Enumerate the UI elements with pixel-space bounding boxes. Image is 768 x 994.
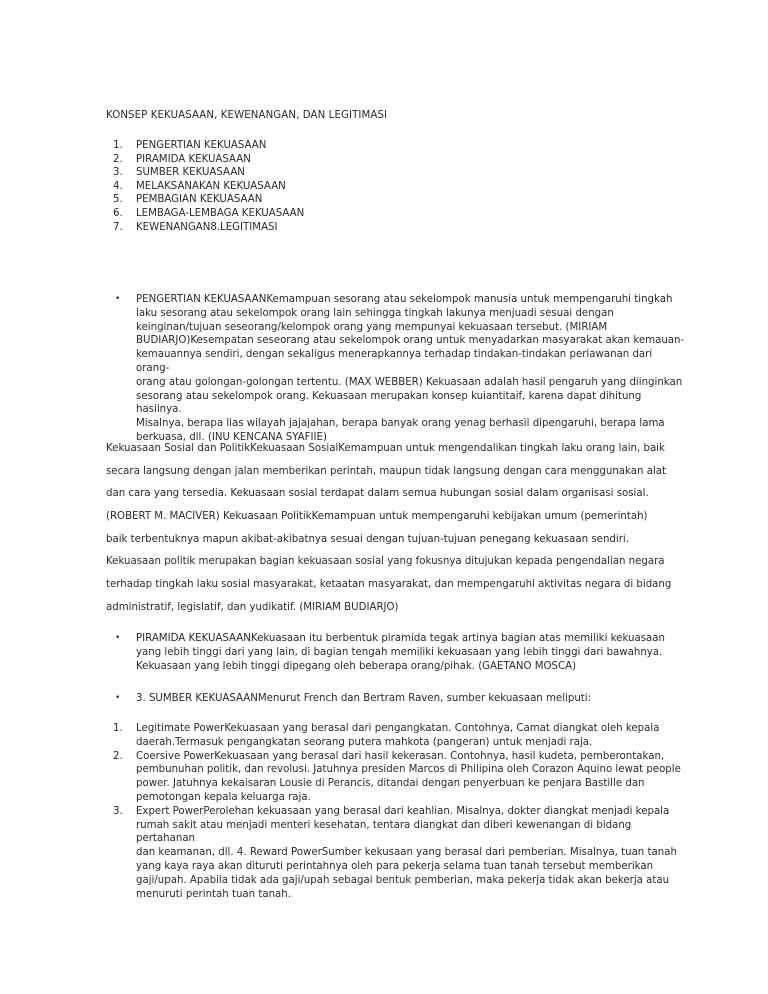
- bullet-marker: •: [115, 633, 121, 643]
- prose-line: (ROBERT M. MACIVER) Kekuasaan PolitikKemampuan untuk mempengaruhi kebijakan umum (pemerintah): [106, 511, 648, 523]
- toc-label: PENGERTIAN KEKUASAAN: [136, 140, 267, 151]
- toc-label: LEMBAGA-LEMBAGA KEKUASAAN: [136, 207, 305, 219]
- toc-item: [106, 166, 304, 180]
- prose-section: [106, 442, 686, 624]
- toc-number: 1.: [113, 140, 123, 151]
- toc-number: 5.: [113, 194, 123, 206]
- bullet-sumber: [106, 692, 686, 706]
- toc-label: KEWENANGAN8.LEGITIMASI: [136, 221, 278, 233]
- toc-item: [106, 139, 304, 153]
- toc-item: [106, 207, 304, 221]
- list-text: Legitimate PowerKekuasaan yang berasal dari pengangkatan. Contohnya, Camat diangkat oleh kepala daerah.Termasuk pengangkatan seorang putera mahkota (pangeran) untuk menjadi raja.: [136, 723, 660, 748]
- prose-line: Kekuasaan politik merupakan bagian kekuasaan sosial yang fokusnya ditujukan kepada pengendalian negara: [106, 556, 665, 568]
- toc-item: [106, 221, 304, 235]
- sources-list: [106, 722, 686, 901]
- bullet-marker: •: [115, 294, 121, 304]
- prose-line: administratif, legislatif, dan yudikatif. (MIRIAM BUDIARJO): [106, 601, 399, 613]
- prose-line: Kekuasaan Sosial dan PolitikKekuasaan SosialKemampuan untuk mengendalikan tingkah laku orang lain, baik: [106, 443, 665, 454]
- toc-label: PIRAMIDA KEKUASAAN: [136, 153, 251, 165]
- document-title: KONSEP KEKUASAAN, KEWENANGAN, DAN LEGITIMASI: [106, 110, 388, 121]
- list-item: [106, 722, 686, 750]
- toc-item: [106, 180, 304, 194]
- list-number: 1.: [113, 723, 123, 734]
- toc-number: 4.: [113, 180, 123, 192]
- toc-item: [106, 193, 304, 207]
- prose-line: secara langsung dengan jalan memberikan perintah, maupun tidak langsung dengan cara menggunakan alat: [106, 465, 667, 477]
- bullet-piramida: [106, 632, 686, 673]
- bullet-text: PIRAMIDA KEKUASAANKekuasaan itu berbentuk piramida tegak artinya bagian atas memiliki kekuasaan yang lebih tinggi dari yang lain, di bagian tengah memiliki kekuasaan yang lebih tinggi dari bawahnya. Kekuasaan yang lebih tinggi dipegang oleh beberapa orang/pihak. (GAETANO MOSCA): [136, 633, 665, 672]
- list-number: 2.: [113, 750, 123, 762]
- prose-line: terhadap tingkah laku sosial masyarakat, ketaatan masyarakat, dan mempengaruhi aktivitas negara di bidang: [106, 579, 672, 591]
- list-item: [106, 805, 686, 902]
- bullet-pengertian: [106, 293, 686, 445]
- toc-number: 2.: [113, 153, 123, 165]
- toc-number: 7.: [113, 221, 123, 233]
- toc-number: 6.: [113, 207, 123, 219]
- list-text: Coersive PowerKekuasaan yang berasal dari hasil kekerasan. Contohnya, hasil kudeta, pemberontakan, pembunuhan politik, dan revolusi. Jatuhnya presiden Marcos di Philipina oleh Corazon Aquino lewat people power. Jatuhnya kekaisaran Lousie di Perancis, ditandai dengan penyerbuan ke penjara Bastille dan pemotongan kepala keluarga raja.: [136, 750, 681, 803]
- toc-item: [106, 153, 304, 167]
- prose-line: baik terbentuknya mapun akibat-akibatnya sesuai dengan tujuan-tujuan penegang kekuasaan sendiri.: [106, 533, 629, 545]
- toc-number: 3.: [113, 167, 123, 179]
- list-number: 3.: [113, 805, 123, 817]
- toc-label: SUMBER KEKUASAAN: [136, 167, 245, 179]
- table-of-contents: [106, 139, 304, 234]
- bullet-marker: •: [115, 693, 121, 703]
- list-text: Expert PowerPerolehan kekuasaan yang berasal dari keahlian. Misalnya, dokter diangkat menjadi kepala rumah sakit atau menjadi menteri kesehatan, tentara diangkat dan diberi kewenangan di bidang pertahanan dan keamanan, dll. 4. Reward PowerSumber kekusaan yang berasal dari pemberian. Misalnya, tuan tanah yang kaya raya akan dituruti perintahnya oleh para pekerja selama tuan tanah tersebut memberikan gaji/upah. Apabila tidak ada gaji/upah sebagai bentuk pemberian, maka pekerja tidak akan bekerja atau menuruti perintah tuan tanah.: [136, 805, 677, 900]
- bullet-text: 3. SUMBER KEKUASAANMenurut French dan Bertram Raven, sumber kekuasaan meliputi:: [136, 693, 592, 704]
- toc-label: MELAKSANAKAN KEKUASAAN: [136, 180, 286, 192]
- prose-line: dan cara yang tersedia. Kekuasaan sosial terdapat dalam semua hubungan sosial dalam organisasi sosial.: [106, 488, 649, 500]
- list-item: [106, 750, 686, 805]
- toc-label: PEMBAGIAN KEKUASAAN: [136, 194, 263, 206]
- bullet-text: PENGERTIAN KEKUASAANKemampuan sesorang atau sekelompok manusia untuk mempengaruhi tingkah laku sesorang atau sekelompok orang lain sehingga tingkah lakunya menjuadi sesuai dengan keinginan/tujuan seseorang/kelompok orang yang mempunyai kekuasaan tersebut. (MIRIAM BUDIARJO)Kesempatan seseorang atau sekelompok orang untuk menyadarkan masyarakat akan kemauan- kemauannya sendiri, dengan sekaligus menerapkannya terhadap tindakan-tindakan perlawanan dari orang- orang atau golongan-golongan tertentu. (MAX WEBBER) Kekuasaan adalah hasil pengaruh yang diinginkan sesorang atau sekelompok orang. Kekuasaan merupakan konsep kuiantitaif, karena dapat dihitung hasilnya. Misalnya, berapa lias wilayah jajajahan, berapa banyak orang yenag berhasil dipengaruhi, berapa lama berkuasa, dll. (INU KENCANA SYAFIIE): [136, 294, 685, 443]
